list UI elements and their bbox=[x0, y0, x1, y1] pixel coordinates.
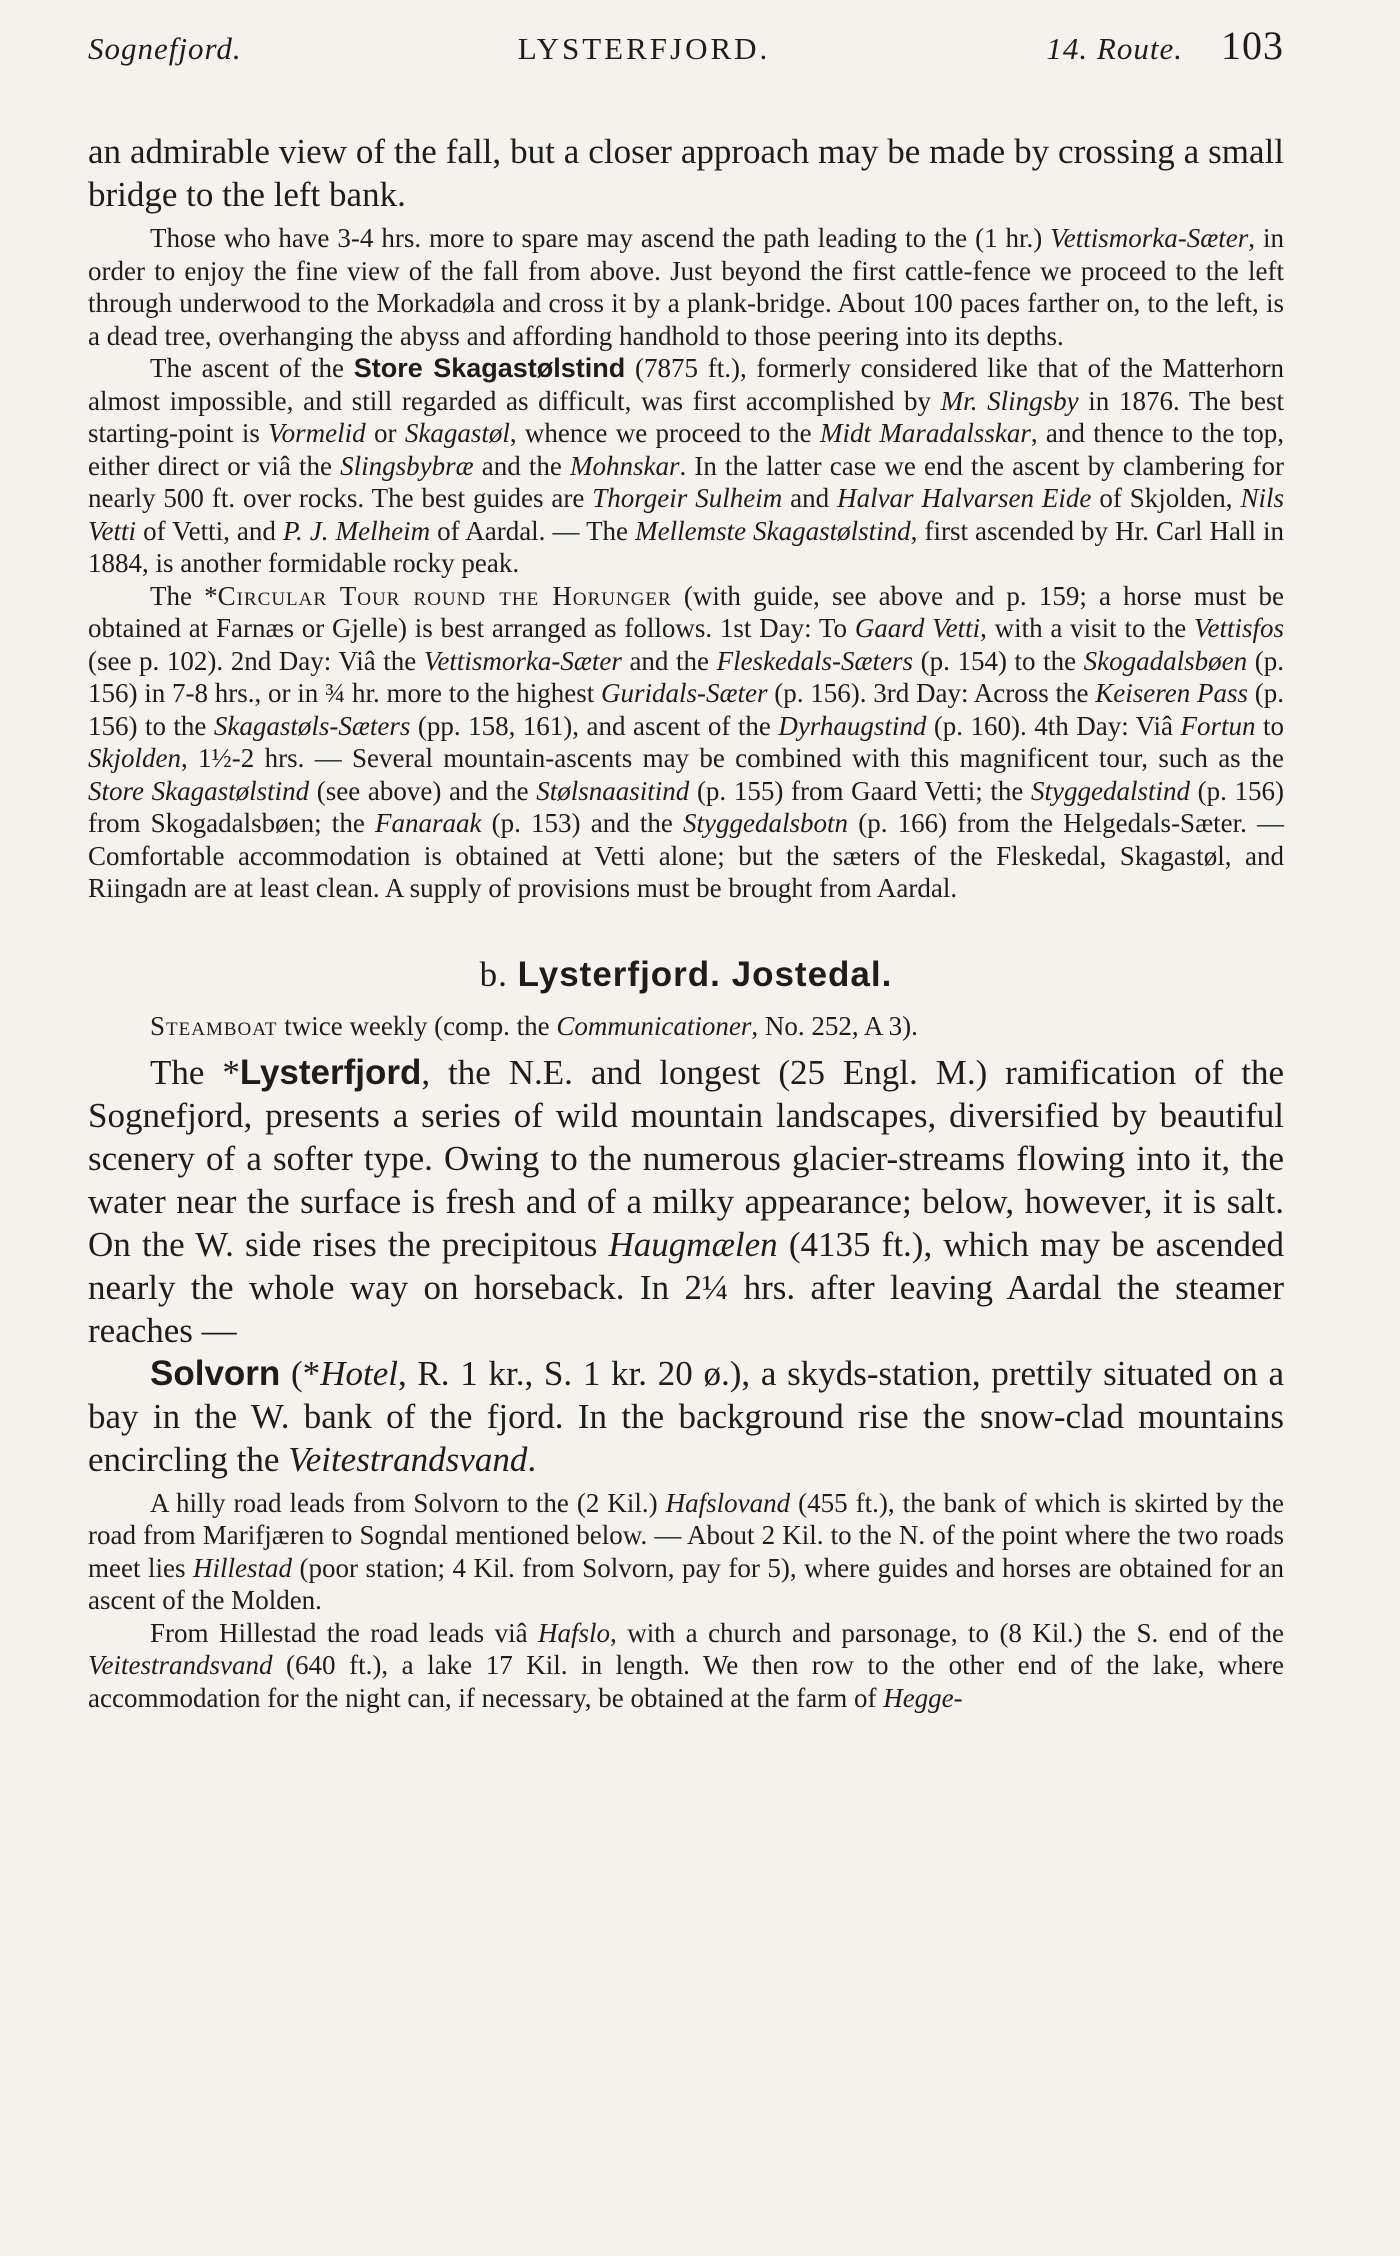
paragraph-solvorn: Solvorn (*Hotel, R. 1 kr., S. 1 kr. 20 ø.), a skyds-station, prettily situated on a bay in the W. bank of the fjord. In the background rise the snow-clad mountains encircling the Veitestrandsvand. bbox=[88, 1353, 1285, 1479]
header-title: LYSTERFJORD. bbox=[517, 31, 771, 66]
running-header bbox=[88, 22, 1284, 72]
page-number: 103 bbox=[1220, 23, 1284, 68]
header-right bbox=[1046, 22, 1284, 69]
steamboat-note: Steamboat twice weekly (comp. the Communicationer, No. 252, A 3). bbox=[150, 1010, 918, 1041]
paragraph-lysterfjord: The *Lysterfjord, the N.E. and longest (25 Engl. M.) ramification of the Sognefjord, presents a series of wild mountain landscapes, diversified by beautiful scenery of a softer type. Owing to the numerous glacier-streams flowing into it, the water near the surface is fresh and of a milky appearance; below, however, it is salt. On the W. side rises the precipitous Haugmælen (4135 ft.), which may be ascended nearly the whole way on horseback. In 2¼ hrs. after leaving Aardal the steamer reaches — bbox=[88, 1052, 1284, 1350]
paragraph-hafslovand: A hilly road leads from Solvorn to the (2 Kil.) Hafslovand (455 ft.), the bank of which is skirted by the road from Marifjæren to Sogndal mentioned below. — About 2 Kil. to the N. of the point where the two roads meet lies Hillestad (poor station; 4 Kil. from Solvorn, pay for 5), where guides and horses are obtained for an ascent of the Molden. bbox=[88, 1487, 1284, 1615]
paragraph-vettismorka: Those who have 3-4 hrs. more to spare may ascend the path leading to the (1 hr.) Vettismorka-Sæter, in order to enjoy the fine view of the fall from above. Just beyond the first cattle-fence we proceed to the left through underwood to the Morkadøla and cross it by a plank-bridge. About 100 paces farther on, to the left, is a dead tree, overhanging the abyss and affording handhold to those peering into its depths. bbox=[88, 223, 1284, 351]
section-letter: b. bbox=[479, 954, 508, 994]
paragraph-skagastolstind: The ascent of the Store Skagastølstind (7875 ft.), formerly considered like that of the Matterhorn almost impossible, and still regarded as difficult, was first accomplished by Mr. Slingsby in 1876. The best starting-point is Vormelid or Skagastøl, whence we proceed to the Midt Maradalsskar, and thence to the top, either direct or viâ the Slingsbybræ and the Mohnskar. In the latter case we end the ascent by clambering for nearly 500 ft. over rocks. The best guides are Thorgeir Sulheim and Halvar Halvarsen Eide of Skjolden, Nils Vetti of Vetti, and P. J. Melheim of Aardal. — The Mellemste Skagastølstind, first ascended by Hr. Carl Hall in 1884, is another formidable rocky peak. bbox=[88, 353, 1285, 578]
section-title-text: Lysterfjord. Jostedal. bbox=[517, 954, 893, 994]
section-heading bbox=[88, 955, 1284, 995]
book-page bbox=[88, 22, 1284, 1714]
header-route: 14. Route. bbox=[1046, 31, 1183, 66]
header-left: Sognefjord. bbox=[88, 31, 242, 66]
paragraph-fall-view: an admirable view of the fall, but a closer approach may be made by crossing a small bridge to the left bank. bbox=[88, 132, 1284, 214]
paragraph-hillestad-road: From Hillestad the road leads viâ Hafslo, with a church and parsonage, to (8 Kil.) the S. end of the Veitestrandsvand (640 ft.), a lake 17 Kil. in length. We then row to the other end of the lake, where accommodation for the night can, if necessary, be obtained at the farm of Hegge- bbox=[88, 1617, 1284, 1713]
paragraph-circular-tour: The *Circular Tour round the Horunger (with guide, see above and p. 159; a horse must be obtained at Farnæs or Gjelle) is best arranged as follows. 1st Day: To Gaard Vetti, with a visit to the Vettisfos (see p. 102). 2nd Day: Viâ the Vettismorka-Sæter and the Fleskedals-Sæters (p. 154) to the Skogadalsbøen (p. 156) in 7-8 hrs., or in ¾ hr. more to the highest Guridals-Sæter (p. 156). 3rd Day: Across the Keiseren Pass (p. 156) to the Skagastøls-Sæters (pp. 158, 161), and ascent of the Dyrhaugstind (p. 160). 4th Day: Viâ Fortun to Skjolden, 1½-2 hrs. — Several mountain-ascents may be combined with this magnificent tour, such as the Store Skagastølstind (see above) and the Stølsnaasitind (p. 155) from Gaard Vetti; the Styggedalstind (p. 156) from Skogadalsbøen; the Fanaraak (p. 153) and the Styggedalsbotn (p. 166) from the Helgedals-Sæter. — Comfortable accommodation is obtained at Vetti alone; but the sæters of the Fleskedal, Skagastøl, and Riingadn are at least clean. A supply of provisions must be brought from Aardal. bbox=[88, 580, 1285, 903]
